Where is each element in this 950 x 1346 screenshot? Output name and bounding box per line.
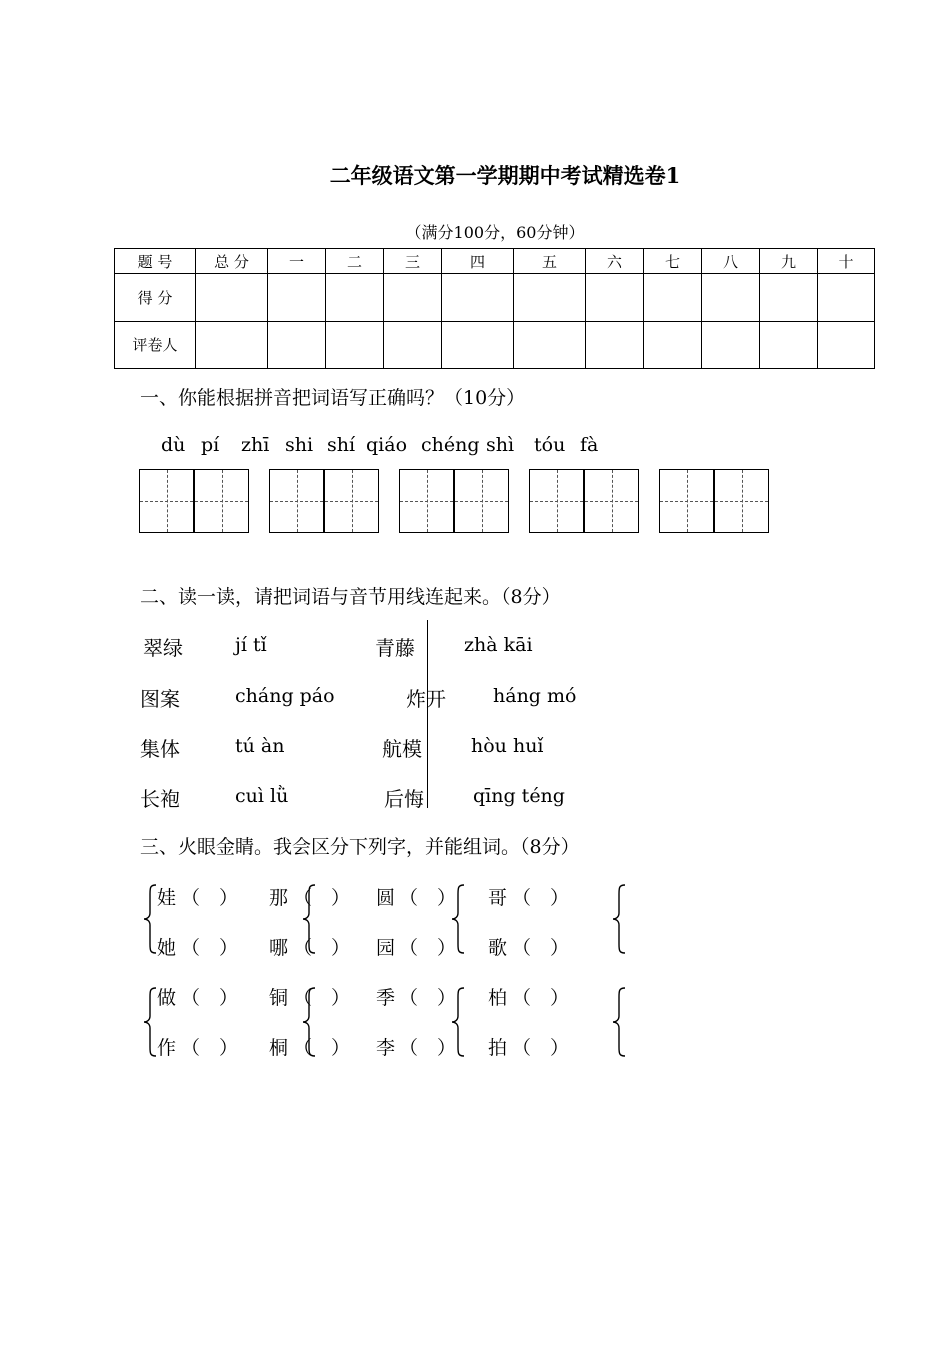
writing-cell[interactable] (714, 469, 769, 533)
writing-cell[interactable] (454, 469, 509, 533)
header-cell: 八 (702, 249, 760, 274)
q2-word-left: 长袍 (140, 787, 180, 811)
q3-char: 她 (157, 937, 177, 959)
writing-grid[interactable] (139, 469, 249, 533)
score-input-cell[interactable] (196, 274, 268, 321)
writing-cell[interactable] (139, 469, 194, 533)
q3-char: 做 (157, 987, 177, 1009)
left-brace-icon (302, 884, 316, 954)
q3-answer-paren[interactable]: （ ） (181, 937, 239, 959)
q2-pinyin-left: cháng páo (235, 685, 335, 707)
q2-pinyin-right: hòu huǐ (471, 735, 544, 757)
score-table-header-row (115, 249, 875, 274)
q2-word-right: 青藤 (375, 636, 415, 660)
header-cell: 六 (586, 249, 644, 274)
q3-char: 那 (269, 887, 289, 909)
header-cell: 十 (818, 249, 875, 274)
grader-row (115, 321, 875, 368)
q1-pinyin: qiáo (366, 434, 408, 456)
q3-answer-paren[interactable]: （ ） (181, 887, 239, 909)
q3-answer-paren[interactable]: （ ） (181, 987, 239, 1009)
left-brace-icon (451, 884, 465, 954)
q2-word-right: 航模 (382, 737, 422, 761)
q2-pinyin-left: cuì lǜ (235, 785, 289, 807)
q3-char: 作 (157, 1037, 177, 1059)
q1-pinyin: pí (201, 434, 220, 456)
q3-answer-paren[interactable]: （ ） (512, 887, 570, 909)
q2-heading: 二、读一读，请把词语与音节用线连起来。（8分） (140, 586, 561, 608)
score-input-cell[interactable] (442, 274, 514, 321)
header-cell: 题 号 (115, 249, 196, 274)
q3-char: 哪 (269, 937, 289, 959)
header-cell: 九 (760, 249, 818, 274)
header-cell: 一 (268, 249, 326, 274)
left-brace-icon (451, 987, 465, 1057)
q2-word-right: 后悔 (384, 787, 424, 811)
q1-pinyin: shì (486, 434, 515, 456)
q1-pinyin: shi (285, 434, 314, 456)
q2-pinyin-left: jí tǐ (235, 634, 267, 656)
score-table (114, 248, 875, 369)
q3-answer-paren[interactable]: （ ） (293, 1037, 351, 1059)
writing-cell[interactable] (269, 469, 324, 533)
q3-answer-paren[interactable]: （ ） (293, 937, 351, 959)
header-cell: 总 分 (196, 249, 268, 274)
q1-pinyin: tóu (534, 434, 566, 456)
left-brace-icon (612, 884, 626, 954)
grader-input-cell[interactable] (326, 321, 384, 368)
q1-heading: 一、你能根据拼音把词语写正确吗？（10分） (140, 387, 526, 409)
q3-char: 铜 (269, 987, 289, 1009)
q2-divider-line (427, 620, 428, 808)
q2-word-left: 翠绿 (143, 636, 183, 660)
q2-word-right: 炸开 (406, 687, 446, 711)
q3-answer-paren[interactable]: （ ） (293, 987, 351, 1009)
q2-word-left: 图案 (140, 687, 180, 711)
grader-input-cell[interactable] (196, 321, 268, 368)
writing-grid[interactable] (269, 469, 379, 533)
writing-cell[interactable] (659, 469, 714, 533)
grader-input-cell[interactable] (268, 321, 326, 368)
header-cell: 七 (644, 249, 702, 274)
grader-input-cell[interactable] (442, 321, 514, 368)
header-cell: 五 (514, 249, 586, 274)
page-subtitle: （满分100分，60分钟） (405, 223, 585, 242)
q1-pinyin: shí (327, 434, 356, 456)
q1-pinyin: zhī (241, 434, 270, 456)
writing-grid[interactable] (659, 469, 769, 533)
grader-input-cell[interactable] (644, 321, 702, 368)
q2-pinyin-left: tú àn (235, 735, 285, 757)
q3-char: 柏 (488, 987, 508, 1009)
score-input-cell[interactable] (818, 274, 875, 321)
writing-cell[interactable] (584, 469, 639, 533)
left-brace-icon (612, 987, 626, 1057)
header-cell: 三 (384, 249, 442, 274)
score-row (115, 274, 875, 321)
q3-answer-paren[interactable]: （ ） (399, 937, 457, 959)
q3-answer-paren[interactable]: （ ） (512, 987, 570, 1009)
q3-heading: 三、火眼金睛。我会区分下列字，并能组词。（8分） (140, 836, 580, 858)
q3-answer-paren[interactable]: （ ） (399, 1037, 457, 1059)
q3-answer-paren[interactable]: （ ） (293, 887, 351, 909)
q3-char: 拍 (488, 1037, 508, 1059)
score-input-cell[interactable] (644, 274, 702, 321)
writing-cell[interactable] (194, 469, 249, 533)
page-title: 二年级语文第一学期期中考试精选卷1 (329, 163, 681, 188)
left-brace-icon (302, 987, 316, 1057)
row-label: 得 分 (115, 274, 196, 321)
grader-input-cell[interactable] (586, 321, 644, 368)
score-input-cell[interactable] (326, 274, 384, 321)
grader-input-cell[interactable] (818, 321, 875, 368)
q3-answer-paren[interactable]: （ ） (399, 887, 457, 909)
q3-answer-paren[interactable]: （ ） (399, 987, 457, 1009)
score-input-cell[interactable] (586, 274, 644, 321)
q1-pinyin: chéng (421, 434, 480, 456)
writing-cell[interactable] (529, 469, 584, 533)
writing-cell[interactable] (324, 469, 379, 533)
grader-input-cell[interactable] (702, 321, 760, 368)
q3-char: 季 (376, 987, 396, 1009)
score-input-cell[interactable] (760, 274, 818, 321)
row-label: 评卷人 (115, 321, 196, 368)
q2-pinyin-right: háng mó (493, 685, 577, 707)
writing-grid[interactable] (529, 469, 639, 533)
left-brace-icon (143, 884, 157, 954)
q1-pinyin: fà (580, 434, 599, 456)
grader-input-cell[interactable] (384, 321, 442, 368)
q3-char: 娃 (157, 887, 177, 909)
score-input-cell[interactable] (268, 274, 326, 321)
q2-pinyin-right: zhà kāi (464, 634, 533, 656)
score-input-cell[interactable] (514, 274, 586, 321)
q3-answer-paren[interactable]: （ ） (512, 1037, 570, 1059)
grader-input-cell[interactable] (760, 321, 818, 368)
writing-grid[interactable] (399, 469, 509, 533)
q1-pinyin: dù (161, 434, 186, 456)
score-input-cell[interactable] (384, 274, 442, 321)
q3-char: 圆 (376, 887, 396, 909)
q3-char: 哥 (488, 887, 508, 909)
header-cell: 二 (326, 249, 384, 274)
score-input-cell[interactable] (702, 274, 760, 321)
header-cell: 四 (442, 249, 514, 274)
q3-answer-paren[interactable]: （ ） (181, 1037, 239, 1059)
q2-pinyin-right: qīng téng (473, 785, 565, 807)
grader-input-cell[interactable] (514, 321, 586, 368)
q3-char: 桐 (269, 1037, 289, 1059)
left-brace-icon (143, 987, 157, 1057)
q3-char: 李 (376, 1037, 396, 1059)
q3-char: 园 (376, 937, 396, 959)
writing-cell[interactable] (399, 469, 454, 533)
q3-char: 歌 (488, 937, 508, 959)
q3-answer-paren[interactable]: （ ） (512, 937, 570, 959)
q2-word-left: 集体 (140, 737, 180, 761)
